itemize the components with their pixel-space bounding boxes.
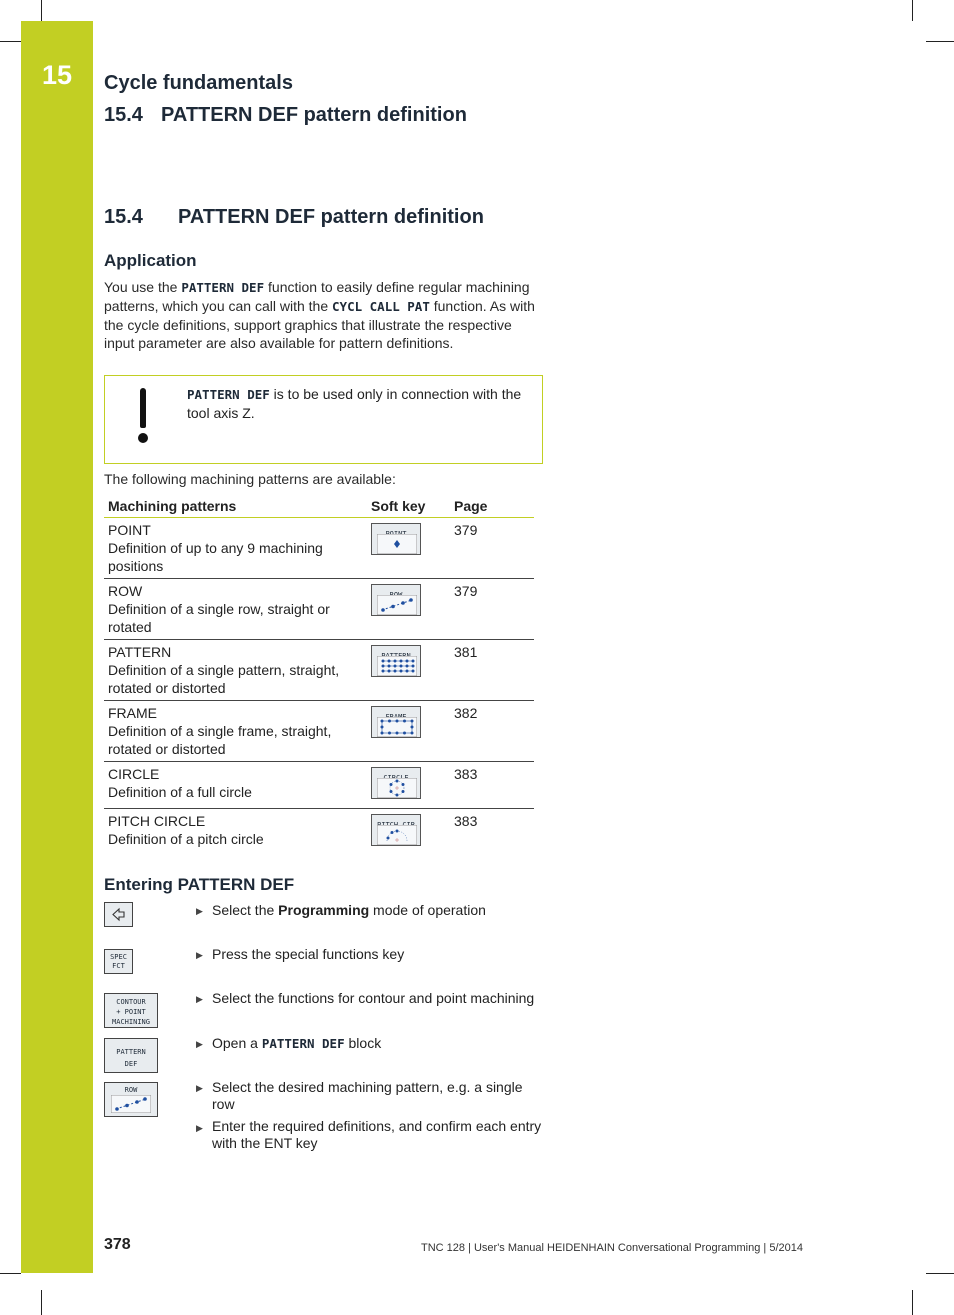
- crop-mark: [41, 1290, 42, 1315]
- section-title: PATTERN DEF pattern definition: [178, 206, 484, 228]
- pattern-desc: Definition of a single pattern, straight, rotated or distorted: [108, 662, 340, 696]
- pattern-name: POINT: [108, 522, 151, 538]
- pattern-name: PITCH CIRCLE: [108, 813, 206, 829]
- pattern-desc: Definition of a single frame, straight, rotated or distorted: [108, 723, 332, 757]
- programming-mode-key-icon: [105, 903, 132, 926]
- key-label: DEF: [124, 1060, 138, 1068]
- table-row: [104, 640, 534, 701]
- step-spec-fct: [104, 946, 544, 986]
- pattern-cell: [104, 809, 367, 856]
- code-pattern-def: PATTERN DEF: [181, 280, 265, 295]
- column-header: Machining patterns: [104, 494, 367, 518]
- softkey-cell: [367, 809, 450, 856]
- chapter-sidebar: [21, 21, 93, 1273]
- softkey-cell: [367, 579, 450, 640]
- application-paragraph: [104, 278, 544, 352]
- page-cell: 379: [450, 579, 534, 640]
- table-row: [104, 518, 534, 579]
- crop-mark: [912, 1290, 913, 1315]
- pattern-cell: [104, 640, 367, 701]
- point-pattern-icon: [377, 534, 417, 554]
- page-cell: 379: [450, 518, 534, 579]
- chapter-number: 15: [41, 60, 73, 90]
- softkey-pitch-circle-button[interactable]: [371, 814, 421, 846]
- key-label: + POINT: [116, 1008, 146, 1016]
- text: You use the: [104, 279, 182, 295]
- text: Select the: [212, 902, 279, 918]
- softkey-circle-button[interactable]: [371, 767, 421, 799]
- pattern-cell: [104, 701, 367, 762]
- spec-fct-key-icon[interactable]: [104, 949, 133, 974]
- page-number: 378: [104, 1236, 131, 1253]
- pattern-desc: Definition of a pitch circle: [108, 831, 264, 847]
- pattern-cell: [104, 518, 367, 579]
- crop-mark: [41, 0, 42, 21]
- crop-mark: [926, 1273, 954, 1274]
- table-row: [104, 762, 534, 809]
- application-heading: Application: [104, 251, 197, 270]
- crop-mark: [912, 0, 913, 21]
- softkey-cell: [367, 701, 450, 762]
- pattern-name: FRAME: [108, 705, 157, 721]
- crop-mark: [0, 41, 21, 42]
- footer-text: TNC 128 | User's Manual HEIDENHAIN Conversational Programming | 5/2014: [421, 1242, 803, 1254]
- bullet-triangle-icon: ▶: [196, 906, 203, 916]
- bullet-triangle-icon: ▶: [196, 950, 203, 960]
- step-text: Select the desired machining pattern, e.g. a single row: [212, 1079, 523, 1112]
- table-header-row: [104, 494, 534, 518]
- pattern-grid-icon: [377, 656, 417, 676]
- page-cell: 381: [450, 640, 534, 701]
- text: function to easily define regular machining patterns, which you can call with the: [104, 279, 530, 314]
- page-cell: 383: [450, 762, 534, 809]
- bullet-triangle-icon: ▶: [196, 994, 203, 1004]
- crop-mark: [0, 1273, 21, 1274]
- step-text: Press the special functions key: [212, 946, 405, 962]
- softkey-frame-button[interactable]: [371, 706, 421, 738]
- softkey-point-button[interactable]: [371, 523, 421, 555]
- key-label: FCT: [112, 962, 125, 970]
- key-label: MACHINING: [112, 1018, 150, 1026]
- entering-heading: Entering PATTERN DEF: [104, 875, 295, 894]
- step-select-pattern: [104, 1079, 544, 1154]
- table-row: [104, 809, 534, 856]
- running-header-section-title: PATTERN DEF pattern definition: [161, 104, 467, 126]
- bullet-triangle-icon: ▶: [196, 1039, 203, 1049]
- circle-pattern-icon: [377, 778, 417, 798]
- running-header-chapter: Cycle fundamentals: [104, 72, 293, 94]
- step-text: [212, 902, 542, 919]
- text: function. As with the cycle definitions, support graphics that illustrate the respective input parameter are also available for pattern definitions.: [104, 298, 535, 351]
- code-pattern-def: PATTERN DEF: [261, 1036, 345, 1051]
- column-header: Soft key: [367, 494, 450, 518]
- key-label: CONTOUR: [116, 998, 146, 1006]
- row-pattern-icon: [111, 1095, 151, 1113]
- step-contour-point: [104, 990, 544, 1030]
- row-pattern-icon: [377, 595, 417, 615]
- section-heading: [104, 206, 484, 229]
- step-select-programming: [104, 902, 544, 942]
- pattern-cell: [104, 579, 367, 640]
- pattern-desc: Definition of a single row, straight or rotated: [108, 601, 330, 635]
- row-softkey[interactable]: [104, 1082, 158, 1117]
- code-cycl-call-pat: CYCL CALL PAT: [332, 299, 430, 314]
- pattern-desc: Definition of a full circle: [108, 784, 252, 800]
- note-box: [104, 375, 543, 464]
- page-cell: 382: [450, 701, 534, 762]
- column-header: Page: [450, 494, 534, 518]
- text: is to be used only in connection with the tool axis Z.: [187, 386, 522, 421]
- programming-mode-key-icon[interactable]: [104, 902, 133, 927]
- table-row: [104, 579, 534, 640]
- bullet-triangle-icon: ▶: [196, 1123, 203, 1133]
- step-text: [212, 1035, 542, 1052]
- key-label: SPEC: [110, 953, 127, 961]
- softkey-row-button[interactable]: [371, 584, 421, 616]
- bold-text: Programming: [278, 902, 370, 918]
- exclamation-icon: [133, 388, 153, 448]
- running-header-section: [104, 104, 467, 127]
- step-text: Enter the required definitions, and confirm each entry with the ENT key: [212, 1118, 542, 1151]
- contour-point-machining-softkey[interactable]: [104, 993, 158, 1028]
- pattern-desc: Definition of up to any 9 machining positions: [108, 540, 323, 574]
- softkey-cell: [367, 518, 450, 579]
- note-text: [187, 385, 535, 422]
- pattern-name: PATTERN: [108, 644, 172, 660]
- step-text: Select the functions for contour and point machining: [212, 990, 535, 1006]
- pattern-cell: [104, 762, 367, 809]
- key-label: ROW: [124, 1086, 138, 1094]
- softkey-pattern-button[interactable]: [371, 645, 421, 677]
- text: block: [344, 1035, 382, 1051]
- pattern-name: CIRCLE: [108, 766, 160, 782]
- patterns-intro: The following machining patterns are available:: [104, 471, 396, 487]
- bullet-triangle-icon: ▶: [196, 1083, 203, 1093]
- page-cell: 383: [454, 813, 478, 829]
- code-pattern-def: PATTERN DEF: [187, 387, 270, 402]
- running-header-section-number: 15.4: [104, 104, 143, 126]
- softkey-cell: [367, 640, 450, 701]
- pattern-def-softkey[interactable]: [104, 1038, 158, 1073]
- patterns-table: [104, 494, 534, 856]
- key-label: PATTERN: [116, 1048, 146, 1056]
- table-row: [104, 701, 534, 762]
- frame-pattern-icon: [377, 717, 417, 737]
- step-open-pattern-def: [104, 1035, 544, 1075]
- crop-mark: [926, 41, 954, 42]
- text: Open a: [212, 1035, 262, 1051]
- softkey-cell: [367, 762, 450, 809]
- pitch-circle-pattern-icon: [377, 825, 417, 845]
- pattern-name: ROW: [108, 583, 143, 599]
- text: mode of operation: [369, 902, 486, 918]
- section-number: 15.4: [104, 206, 143, 228]
